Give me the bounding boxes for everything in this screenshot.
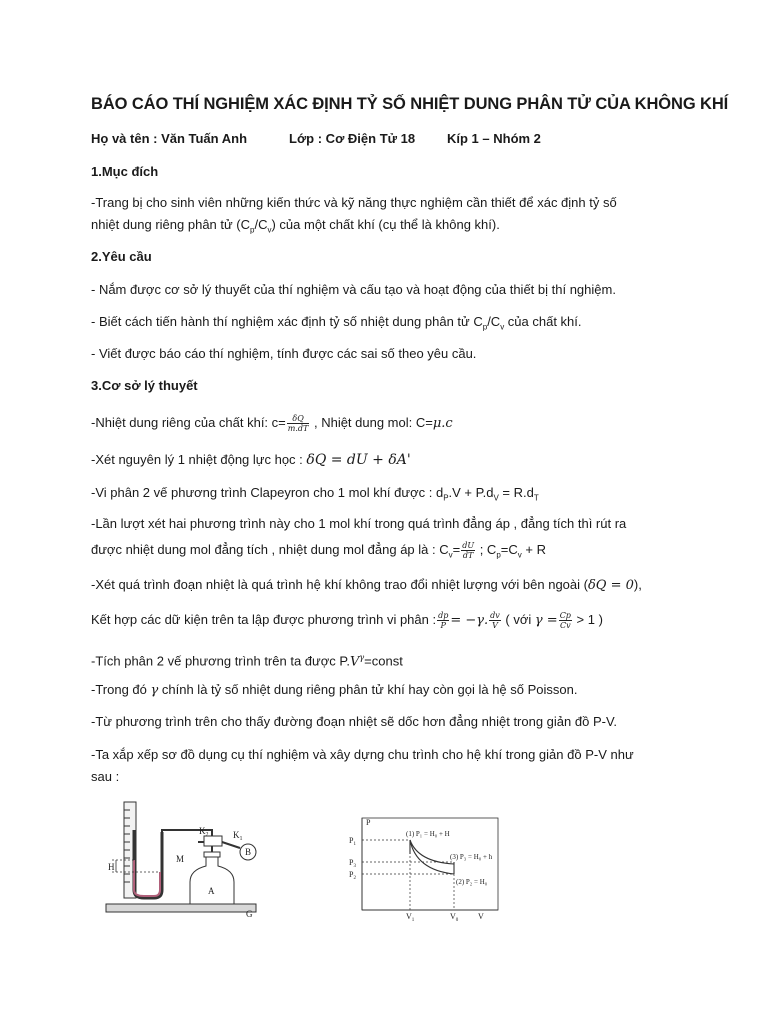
text-run: -Tích phân 2 vế phương trình trên ta được P. — [91, 653, 350, 669]
label-k2-text: K — [199, 826, 206, 836]
label-k1 — [233, 830, 243, 842]
theory-line-molar-heat — [91, 513, 691, 567]
tick-p2-text: P — [349, 870, 354, 879]
tick-v1-sub: 1 — [411, 918, 415, 923]
text-run: =const — [364, 653, 403, 669]
text-run: của chất khí. — [504, 314, 582, 329]
tick-p2 — [349, 870, 356, 881]
text-run: > 1 ) — [572, 612, 603, 627]
text-run: , Nhiệt dung mol: C= — [310, 415, 433, 430]
pv-labels — [349, 818, 493, 923]
student-class: Lớp : Cơ Điện Tử 18 — [289, 131, 416, 146]
pv-diagram — [336, 814, 504, 924]
theory-line-steeper: -Từ phương trình trên cho thấy đường đoạn nhiệt sẽ dốc hơn đẳng nhiệt trong giản đồ P-V. — [91, 714, 618, 729]
tick-v0 — [450, 912, 459, 923]
manometer-liquid — [134, 860, 160, 896]
fraction-num: dU — [462, 541, 475, 551]
tick-v0-sub: 0 — [455, 918, 459, 923]
subscript: v — [517, 550, 522, 560]
student-name: Họ và tên : Văn Tuấn Anh — [91, 131, 248, 146]
theory-line-adiabatic — [91, 574, 711, 597]
subscript: p — [496, 550, 501, 560]
tick-p2-sub: 2 — [353, 876, 356, 881]
tick-p1 — [349, 836, 356, 847]
text-run: được nhiệt dung mol đẳng tích , nhiệt dung mol đẳng áp là : C — [91, 542, 449, 557]
fraction — [287, 414, 310, 433]
section-3-heading: 3.Cơ sở lý thuyết — [91, 378, 198, 393]
section-1-line: -Trang bị cho sinh viên những kiến thức và kỹ năng thực nghiệm cần thiết để xác định tỷ số — [91, 195, 617, 210]
text-run: -Xét quá trình đoạn nhiệt là quá trình hệ khí không trao đổi nhiệt lượng với bên ngoài ( — [91, 577, 588, 592]
text-run: -Nhiệt dung riêng của chất khí: c= — [91, 415, 286, 430]
text-run: ) của một chất khí (cụ thể là không khí). — [271, 217, 500, 232]
fraction — [437, 611, 449, 630]
theory-line-specific-heat — [91, 412, 691, 435]
text-run: -Lần lượt xét hai phương trình này cho 1 mol khí trong quá trình đẳng áp , đẳng tích thì rút ra — [91, 516, 627, 531]
ground-plate — [106, 904, 256, 912]
section-1-heading: 1.Mục đích — [91, 164, 159, 179]
subscript: p — [250, 225, 255, 235]
requirement-item-2 — [91, 311, 691, 339]
tick-p3-text: P — [349, 858, 354, 867]
isotherm-curve — [410, 840, 454, 864]
text-run: = R.d — [498, 485, 534, 500]
math-run: δQ = 0 — [587, 578, 634, 593]
subscript: p — [482, 322, 488, 332]
theory-line-setup — [91, 744, 691, 788]
section-1-text — [91, 192, 691, 242]
subscript: V — [493, 493, 499, 503]
text-line — [91, 539, 546, 567]
tick-v1 — [406, 912, 415, 923]
requirement-item-1: - Nắm được cơ sở lý thuyết của thí nghiệm và cấu tạo và hoạt động của thiết bị thí nghiệm. — [91, 282, 616, 297]
tick-p1-text: P — [349, 836, 354, 845]
manometer-tube — [134, 830, 162, 898]
fraction — [489, 611, 501, 630]
theory-line-first-law — [91, 449, 691, 471]
text-run: -Vi phân 2 vế phương trình Clapeyron cho 1 mol khí được : d — [91, 485, 444, 500]
text-run: nhiệt dung riêng phân tử (C — [91, 217, 251, 232]
text-run: - Biết cách tiến hành thí nghiệm xác định tỷ số nhiệt dung phân tử C — [91, 314, 483, 329]
text-run: + R — [521, 542, 546, 557]
label-m: M — [176, 854, 185, 864]
label-b: B — [245, 847, 252, 857]
fraction-den: P — [440, 621, 446, 631]
subscript: T — [533, 493, 539, 503]
label-g: G — [246, 909, 253, 919]
math-run: γ — [150, 683, 159, 698]
text-run: sau : — [91, 769, 120, 784]
label-a: A — [208, 886, 215, 896]
bottle-a — [190, 856, 234, 904]
fraction-num: δQ — [287, 414, 310, 424]
requirement-item-3: - Viết được báo cáo thí nghiệm, tính được các sai số theo yêu cầu. — [91, 346, 477, 361]
math-run: μ.c — [432, 416, 453, 431]
theory-line-integral — [91, 647, 691, 673]
text-run: .V + P.d — [448, 485, 494, 500]
state-3-label: (3) P₃ = H₀ + h — [450, 853, 493, 861]
apparatus-diagram — [100, 796, 264, 920]
math-run: γ = — [534, 613, 558, 628]
text-run: /C — [487, 314, 501, 329]
report-title: BÁO CÁO THÍ NGHIỆM XÁC ĐỊNH TỶ SỐ NHIỆT DUNG PHÂN TỬ CỦA KHÔNG KHÍ — [91, 95, 729, 113]
theory-line-gamma — [91, 679, 691, 702]
subscript: v — [500, 322, 505, 332]
text-run: -Xét nguyên lý 1 nhiệt động lực học : — [91, 452, 307, 467]
label-k1-sub: 1 — [239, 836, 243, 842]
fraction — [461, 541, 475, 560]
fraction-den: m.dT — [287, 424, 309, 434]
student-group: Kíp 1 – Nhóm 2 — [447, 131, 541, 146]
fraction — [559, 611, 572, 630]
adiabat-curve — [410, 840, 454, 874]
fraction-den: Cv — [559, 621, 571, 631]
subscript: P — [443, 493, 449, 503]
text-run: ), — [633, 577, 642, 592]
tick-v1-text: V — [406, 912, 412, 921]
math-run: V — [349, 654, 360, 670]
text-run: ; C — [476, 542, 497, 557]
text-run: =C — [500, 542, 518, 557]
fraction-num: Cp — [559, 611, 571, 621]
tick-p1-sub: 1 — [353, 842, 356, 847]
theory-line-clapeyron — [91, 482, 691, 510]
subscript: v — [448, 550, 453, 560]
fraction-den: dT — [462, 551, 474, 561]
text-run: ( với — [501, 612, 535, 627]
section-2-heading: 2.Yêu cầu — [91, 249, 152, 264]
text-run: = — [452, 542, 461, 557]
tick-v0-text: V — [450, 912, 456, 921]
tick-p3 — [349, 858, 356, 869]
text-run: chính là tỷ số nhiệt dung riêng phân tử khí hay còn gọi là hệ số Poisson. — [158, 682, 578, 697]
subscript: v — [267, 225, 272, 235]
label-h: H — [108, 862, 115, 872]
text-run: -Ta xắp xếp sơ đồ dụng cụ thí nghiệm và xây dựng chu trình cho hệ khí trong giản đồ P-V như — [91, 747, 634, 762]
text-run: Kết hợp các dữ kiện trên ta lập được phương trình vi phân : — [91, 612, 437, 627]
fraction-num: dv — [490, 611, 500, 621]
text-run: -Trong đó — [91, 682, 151, 697]
axis-p-label: P — [366, 818, 371, 827]
fraction-num: dp — [438, 611, 449, 621]
math-run: = −γ. — [450, 613, 489, 628]
state-2-label: (2) P₂ = H₀ — [456, 878, 488, 886]
state-1-label: (1) P₁ = H₀ + H — [406, 830, 450, 838]
superscript: γ — [359, 653, 365, 662]
label-k2-sub: 2 — [205, 832, 209, 838]
text-run: /C — [254, 217, 268, 232]
fraction-den: V — [492, 621, 498, 631]
label-k1-text: K — [233, 830, 240, 840]
math-run: δQ = dU + δA' — [306, 452, 411, 468]
axis-v-label: V — [478, 912, 484, 921]
tick-p3-sub: 3 — [353, 864, 356, 869]
theory-line-differential — [91, 609, 711, 632]
